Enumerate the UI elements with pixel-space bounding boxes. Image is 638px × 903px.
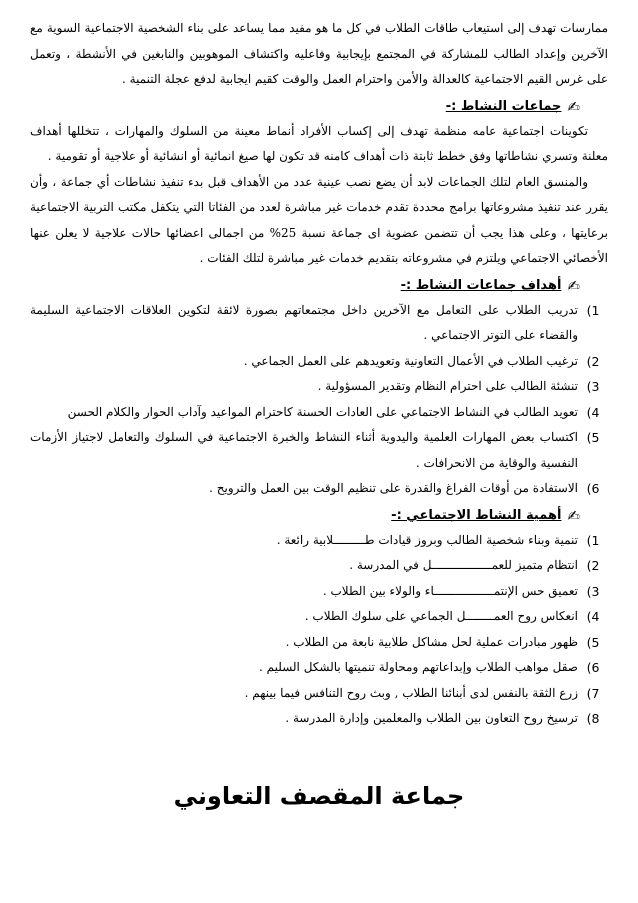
importance-number: 5) xyxy=(586,634,600,650)
goal-text: اكتساب بعض المهارات العلمية واليدوية أثناء النشاط والخبرة الاجتماعية في السلوك والتعامل لاجتياز الأزمات النفسية والوقاية من الانحرافات . xyxy=(30,430,578,470)
importance-heading xyxy=(30,504,608,528)
importance-text: تعميق حس الإنتمـــــــــــــــــاء والولاء بين الطلاب . xyxy=(322,583,578,598)
goal-text: الاستفادة من أوقات الفراغ والقدرة على تنظيم الوقت بين العمل والترويح . xyxy=(209,481,578,495)
importance-item xyxy=(30,528,608,554)
goal-number: 2) xyxy=(586,353,600,369)
importance-item xyxy=(30,655,608,681)
importance-list xyxy=(30,528,608,732)
goal-number: 6) xyxy=(586,481,600,496)
goal-number: 4) xyxy=(586,404,600,420)
pen-hand-icon: ✍ xyxy=(567,506,580,525)
goal-text: تعويد الطالب في النشاط الاجتماعي على العادات الحسنة كاحترام المواعيد وآداب الحوار والكلام الحسن xyxy=(67,404,578,419)
goal-item xyxy=(30,476,608,502)
goal-item xyxy=(30,400,608,426)
goal-number: 3) xyxy=(586,379,600,394)
pen-hand-icon: ✍ xyxy=(567,97,580,116)
importance-text: انعكاس روح العمــــــــل الجماعي على سلوك الطلاب . xyxy=(304,609,578,623)
groups-heading-text: جماعات النشاط :- xyxy=(445,98,562,114)
pen-hand-icon: ✍ xyxy=(567,276,580,295)
intro-paragraph: ممارسات تهدف إلى استيعاب طاقات الطلاب في كل ما هو مفيد مما يساعد على بناء الشخصية الاجتماعية السوية مع الآخرين وإعداد الطالب للمشاركة في المجتمع بإيجابية وفاعليه واكتشاف الموهوبين والنابغين في الأنشطة ، وتعمل على غرس القيم الاجتماعية كالعدالة والأمن واحترام العمل والوقت كقيم ايجابية لدفع عجلة التنمية . xyxy=(30,21,608,86)
groups-paragraph-2: والمنسق العام لتلك الجماعات لابد أن يضع نصب عينية عدد من الأهداف قبل بدء تنفيذ نشاطات أي جماعة ، وأن يقرر عند تنفيذ مشروعاتها برامج محددة تقدم خدمات غير مباشرة لعدد من الفئاتا التي يتكفل مكتب التربية الاجتماعية برعايتها ، وعلى هذا يجب أن تتضمن عضوية اى جماعة نسبة 25% من اجمالى اعضائها حالات علاجية لا يعلن عنها الأخصائي الاجتماعي ويلتزم في مشروعاته بتقديم خدمات غير مباشرة لتلك الفئات . xyxy=(30,174,608,265)
importance-number: 1) xyxy=(586,532,600,548)
importance-item xyxy=(30,553,608,579)
importance-text: صقل مواهب الطلاب وإبداعاتهم ومحاولة تنميتها بالشكل السليم . xyxy=(258,660,578,674)
importance-number: 7) xyxy=(586,685,600,701)
importance-number: 6) xyxy=(586,660,600,675)
importance-text: ظهور مبادرات عملية لحل مشاكل طلابية نابعة من الطلاب . xyxy=(285,634,578,649)
goal-item xyxy=(30,425,608,476)
document-page xyxy=(30,16,608,732)
goals-heading xyxy=(30,274,608,298)
importance-text: زرع الثقة بالنفس لدى أبنائنا الطلاب , وبث روح التنافس فيما بينهم . xyxy=(244,685,578,700)
groups-paragraph-1: تكوينات اجتماعية عامه منظمة تهدف إلى إكساب الأفراد أنماط معينة من السلوك والمهارات ، تتخللها أهداف معلنة وتسري نشاطاتها وفق خطط ثابتة ذات أهداف كامنه قد تكون لها صيغ انمائية أو انشائية أو علاجية أو تقومية . xyxy=(30,123,608,163)
importance-text: انتظام متميز للعمـــــــــــــــــل في المدرسة . xyxy=(349,558,578,572)
groups-heading xyxy=(30,95,608,119)
footer-title: جماعة المقصف التعاوني xyxy=(173,782,465,810)
goal-text: تنشئة الطالب على احترام النظام وتقدير المسؤولية . xyxy=(317,379,578,393)
goal-item xyxy=(30,298,608,349)
importance-text: ترسيخ روح التعاون بين الطلاب والمعلمين وإدارة المدرسة . xyxy=(285,711,578,725)
importance-text: تنمية وبناء شخصية الطالب وبروز قيادات طـــــــــلابية رائعة . xyxy=(276,532,578,547)
goal-item xyxy=(30,349,608,375)
importance-number: 2) xyxy=(586,558,600,573)
importance-item xyxy=(30,604,608,630)
goal-text: ترغيب الطلاب في الأعمال التعاونية وتعويدهم على العمل الجماعي . xyxy=(243,353,578,368)
importance-item xyxy=(30,706,608,732)
goals-list xyxy=(30,298,608,502)
importance-number: 4) xyxy=(586,609,600,624)
importance-item xyxy=(30,579,608,605)
goals-heading-text: أهداف جماعات النشاط :- xyxy=(400,277,562,293)
importance-item xyxy=(30,630,608,656)
goal-number: 5) xyxy=(586,430,600,445)
importance-item xyxy=(30,681,608,707)
importance-number: 3) xyxy=(586,583,600,599)
goal-item xyxy=(30,374,608,400)
goal-text: تدريب الطلاب على التعامل مع الآخرين داخل مجتمعاتهم بصورة لائقة لتكوين العلاقات الاجتماعية السليمة والقضاء على التوتر الاجتماعي . xyxy=(30,302,578,342)
importance-heading-text: أهمية النشاط الاجتماعي :- xyxy=(391,507,562,523)
goal-number: 1) xyxy=(586,302,600,318)
importance-number: 8) xyxy=(586,711,600,726)
